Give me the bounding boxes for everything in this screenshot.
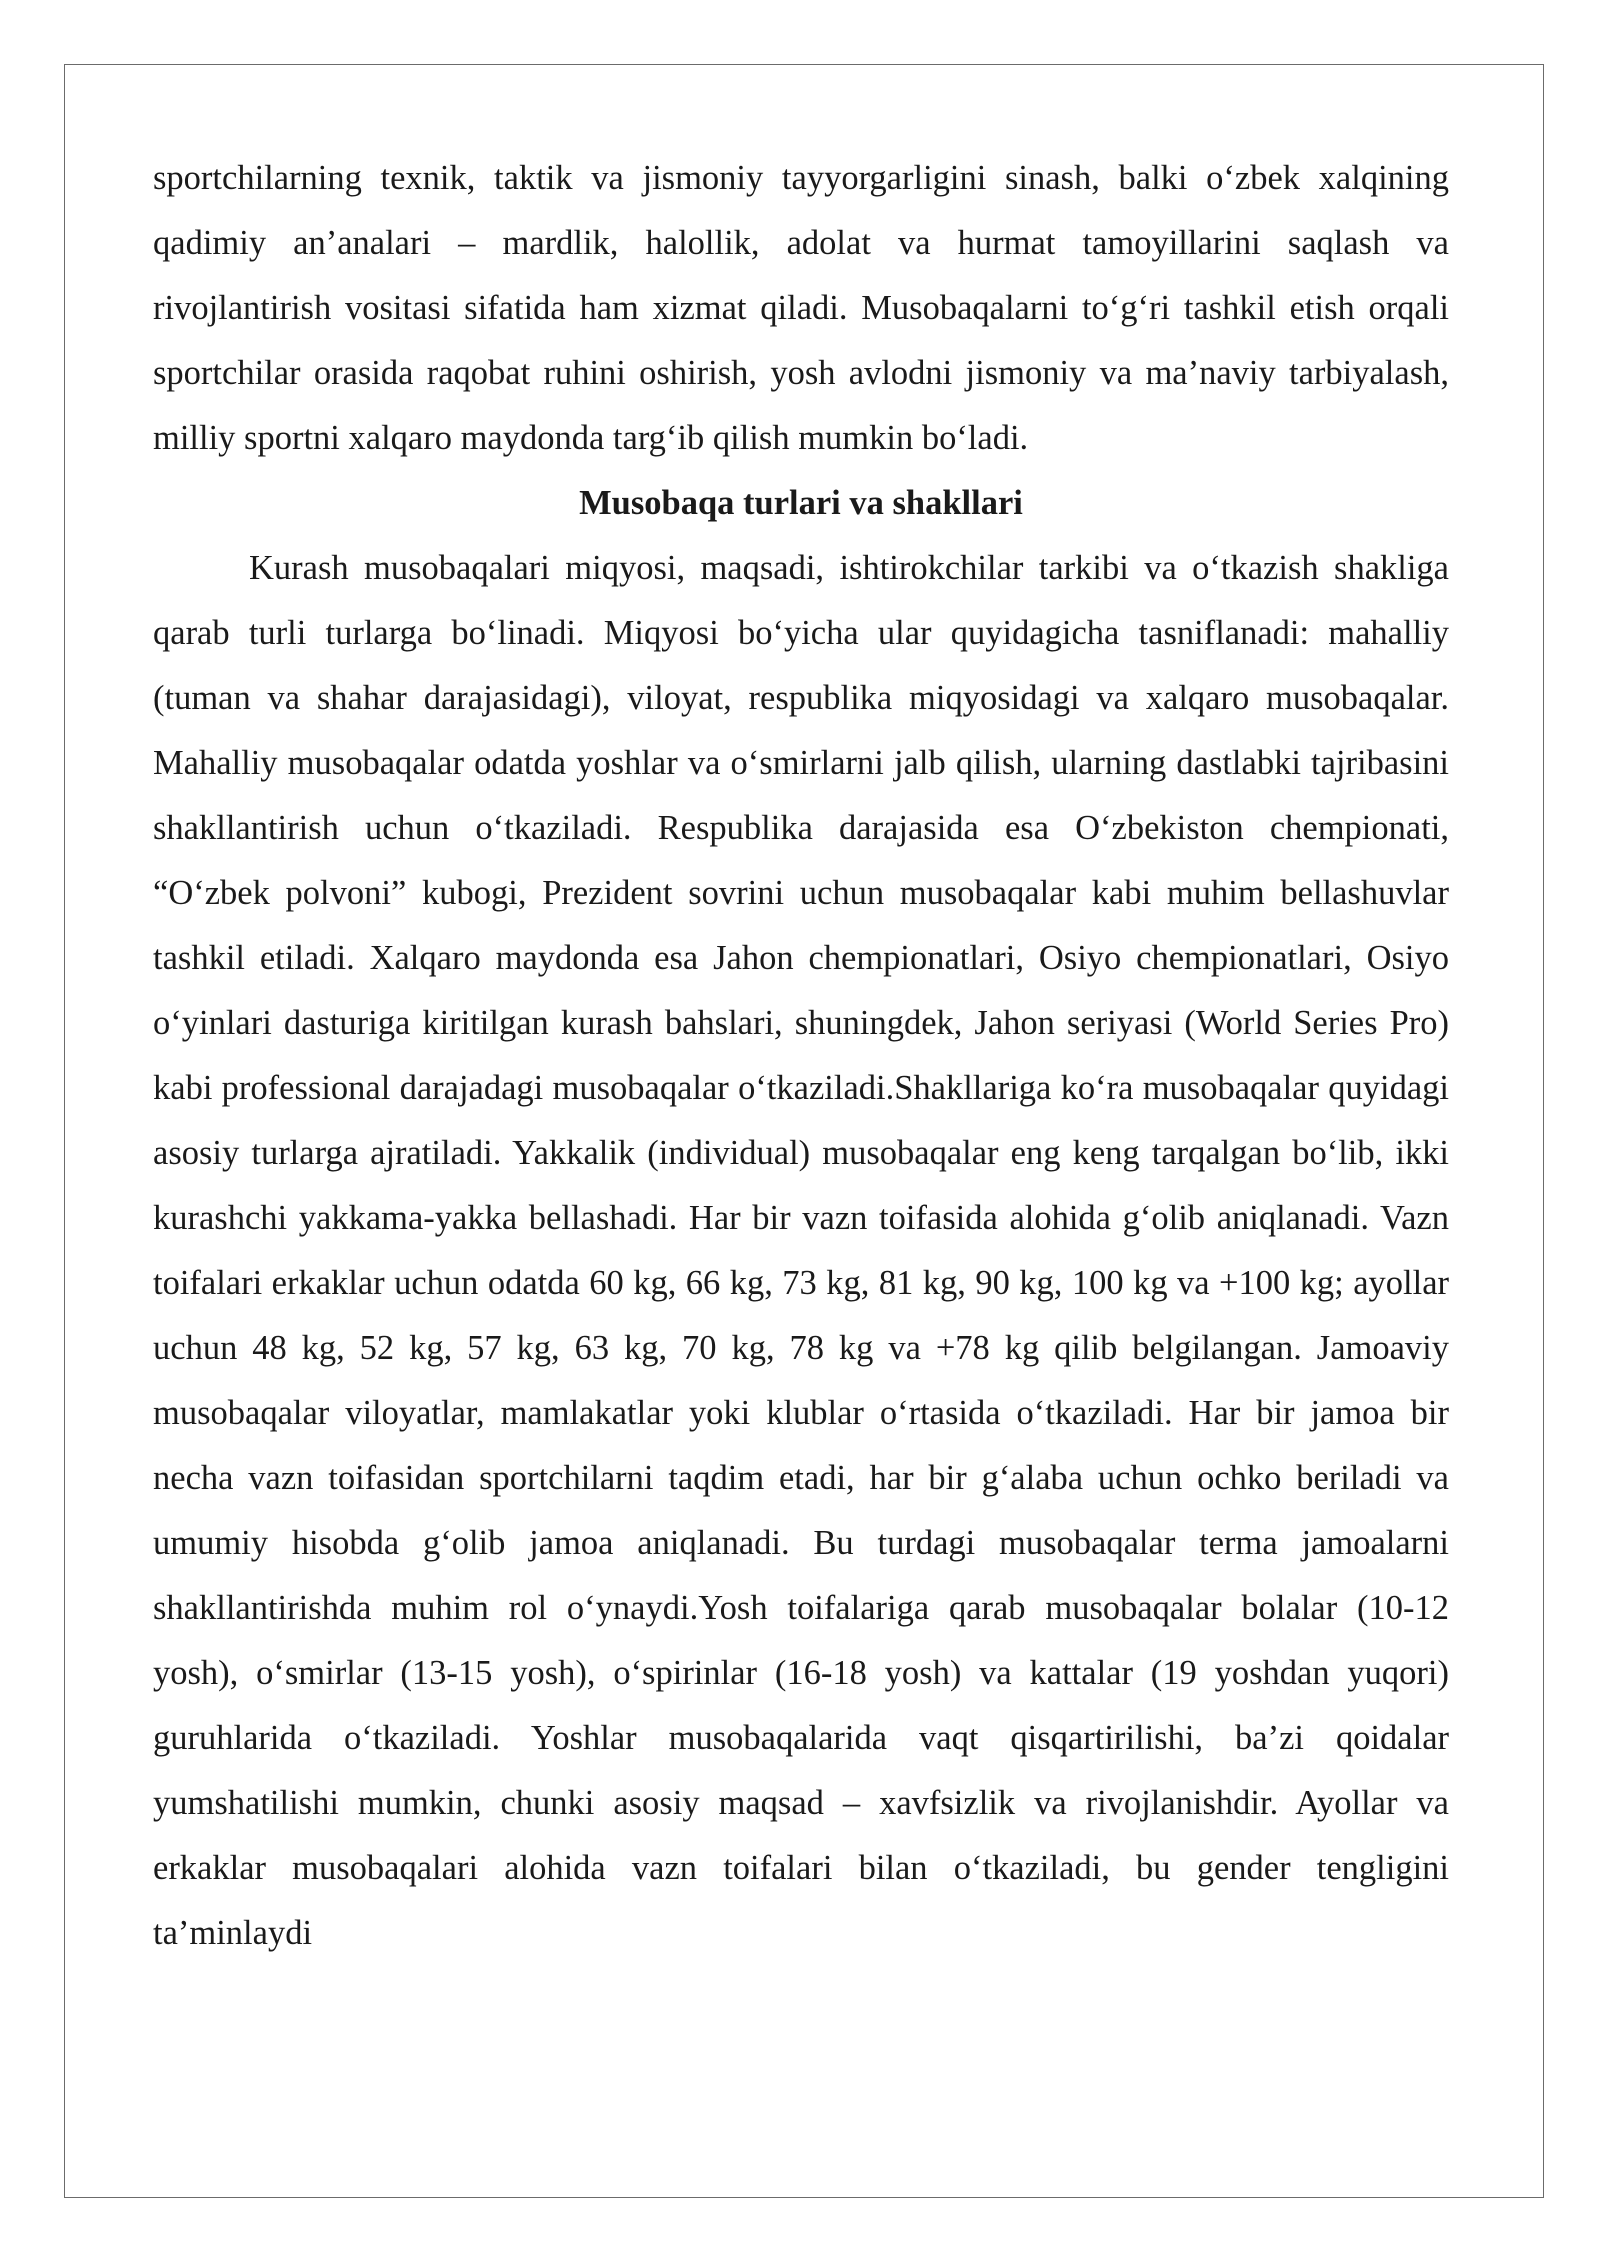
section-heading: Musobaqa turlari va shakllari [579, 484, 1023, 522]
body-paragraph: Kurash musobaqalari miqyosi, maqsadi, ishtirokchilar tarkibi va o‘tkazish shakliga qarab turli turlarga bo‘linadi. Miqyosi bo‘yicha ular quyidagicha tasniflanadi: mahalliy (tuman va shahar darajasidagi), viloyat, respublika miqyosidagi va xalqaro musobaqalar. Mahalliy musobaqalar odatda yoshlar va o‘smirlarni jalb qilish, ularning dastlabki tajribasini shakllantirish uchun o‘tkaziladi. Respublika darajasida esa O‘zbekiston chempionati, “O‘zbek polvoni” kubogi, Prezident sovrini uchun musobaqalar kabi muhim bellashuvlar tashkil etiladi. Xalqaro maydonda esa Jahon chempionatlari, Osiyo chempionatlari, Osiyo o‘yinlari dasturiga kiritilgan kurash bahslari, shuningdek, Jahon seriyasi (World Series Pro) kabi professional darajadagi musobaqalar o‘tkaziladi.Shakllariga ko‘ra musobaqalar quyidagi asosiy turlarga ajratiladi. Yakkalik (individual) musobaqalar eng keng tarqalgan bo‘lib, ikki kurashchi yakkama-yakka bellashadi. Har bir vazn toifasida alohida g‘olib aniqlanadi. Vazn toifalari erkaklar uchun odatda 60 kg, 66 kg, 73 kg, 81 kg, 90 kg, 100 kg va +100 kg; ayollar uchun 48 kg, 52 kg, 57 kg, 63 kg, 70 kg, 78 kg va +78 kg qilib belgilangan. Jamoaviy musobaqalar viloyatlar, mamlakatlar yoki klublar o‘rtasida o‘tkaziladi. Har bir jamoa bir necha vazn toifasidan sportchilarni taqdim etadi, har bir g‘alaba uchun ochko beriladi va umumiy hisobda g‘olib jamoa aniqlanadi. Bu turdagi musobaqalar terma jamoalarni shakllantirishda muhim rol o‘ynaydi.Yosh toifalariga qarab musobaqalar bolalar (10-12 yosh), o‘smirlar (13-15 yosh), o‘spirinlar (16-18 yosh) va kattalar (19 yoshdan yuqori) guruhlarida o‘tkaziladi. Yoshlar musobaqalarida vaqt qisqartirilishi, ba’zi qoidalar yumshatilishi mumkin, chunki asosiy maqsad – xavfsizlik va rivojlanishdir. Ayollar va erkaklar musobaqalari alohida vazn toifalari bilan o‘tkaziladi, bu gender tengligini ta’minlaydi [153, 549, 1449, 1952]
intro-paragraph: sportchilarning texnik, taktik va jismoniy tayyorgarligini sinash, balki o‘zbek xalqining qadimiy an’analari – mardlik, halollik, adolat va hurmat tamoyillarini saqlash va rivojlantirish vositasi sifatida ham xizmat qiladi. Musobaqalarni to‘g‘ri tashkil etish orqali sportchilar orasida raqobat ruhini oshirish, yosh avlodni jismoniy va ma’naviy tarbiyalash, milliy sportni xalqaro maydonda targ‘ib qilish mumkin bo‘ladi. [153, 159, 1449, 457]
document-body [153, 146, 1449, 1966]
